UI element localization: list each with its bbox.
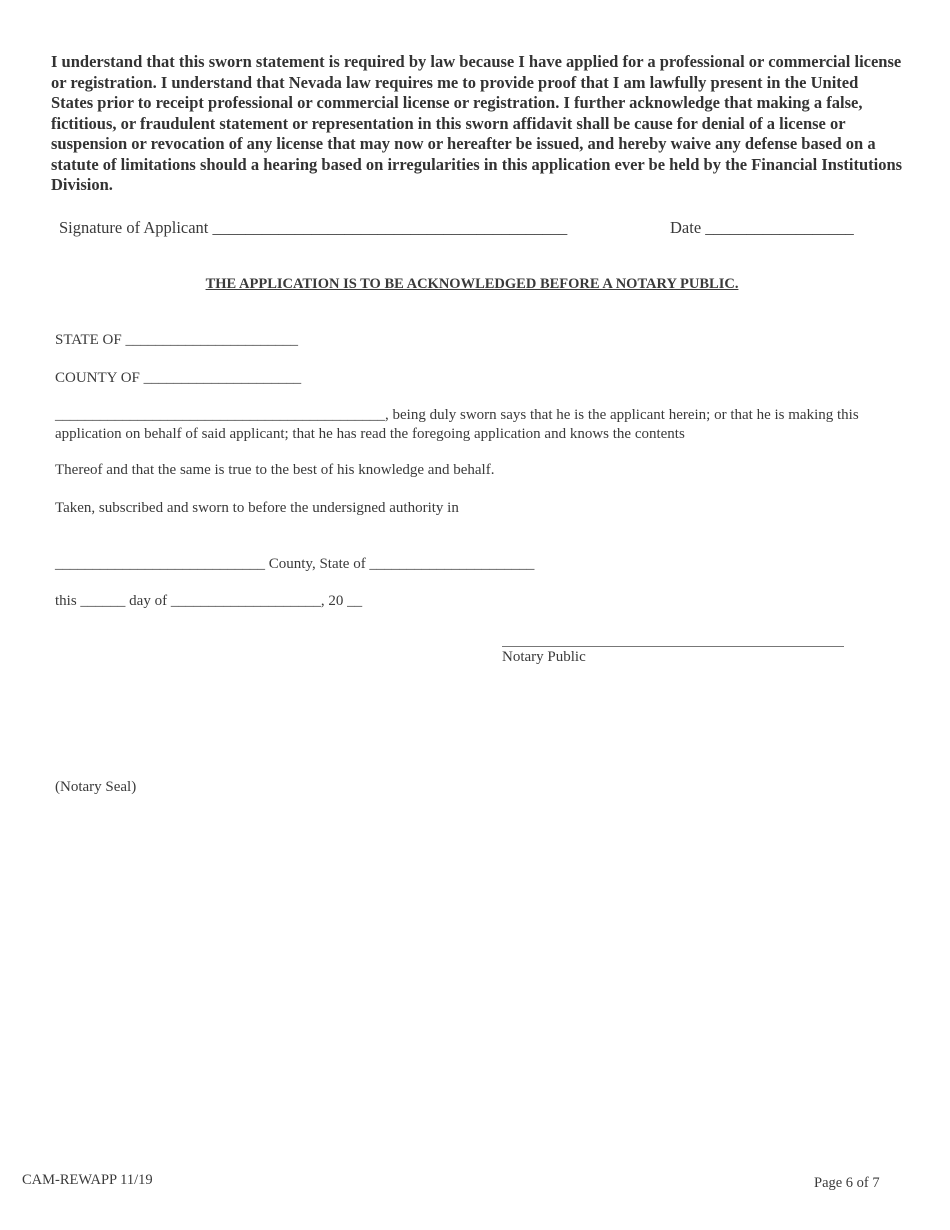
notary-signature-line[interactable]: [502, 646, 844, 647]
sworn-statement: I understand that this sworn statement is required by law because I have applied for a professional or commercial license or registration. I understand that Nevada law requires me to provide proof that I am lawfully present in the United States prior to receipt professional or commercial license or registration. I further acknowledge that making a false, fictitious, or fraudulent statement or representation in this sworn affidavit shall be cause for denial of a license or suspension or revocation of any license that may now or hereafter be issued, and hereby waive any defense based on a statute of limitations should a hearing based on irregularities in this application ever be held by the Financial Institutions Division.: [51, 52, 903, 194]
state-of-field[interactable]: STATE OF _______________________: [55, 332, 298, 348]
form-code: CAM-REWAPP 11/19: [22, 1172, 153, 1188]
date-field[interactable]: Date __________________: [670, 218, 854, 237]
page-number: Page 6 of 7: [814, 1175, 880, 1191]
taken-statement: Taken, subscribed and sworn to before the undersigned authority in: [55, 500, 459, 516]
thereof-statement: Thereof and that the same is true to the best of his knowledge and behalf.: [55, 462, 495, 478]
county-of-field[interactable]: COUNTY OF _____________________: [55, 370, 302, 386]
signature-of-applicant-field[interactable]: Signature of Applicant ___________________________________________: [59, 218, 568, 237]
notary-seal-label: (Notary Seal): [55, 779, 137, 795]
duly-sworn-paragraph: ____________________________________________, being duly sworn says that he is the applicant herein; or that he is making this application on behalf of said applicant; that he has read the foregoing application and knows the contents: [55, 407, 859, 442]
this-day-field[interactable]: this ______ day of ____________________, 20 __: [55, 593, 363, 609]
notary-heading: THE APPLICATION IS TO BE ACKNOWLEDGED BEFORE A NOTARY PUBLIC.: [205, 276, 739, 292]
county-state-field[interactable]: ____________________________ County, State of ______________________: [55, 556, 535, 572]
notary-public-label: Notary Public: [502, 649, 586, 665]
